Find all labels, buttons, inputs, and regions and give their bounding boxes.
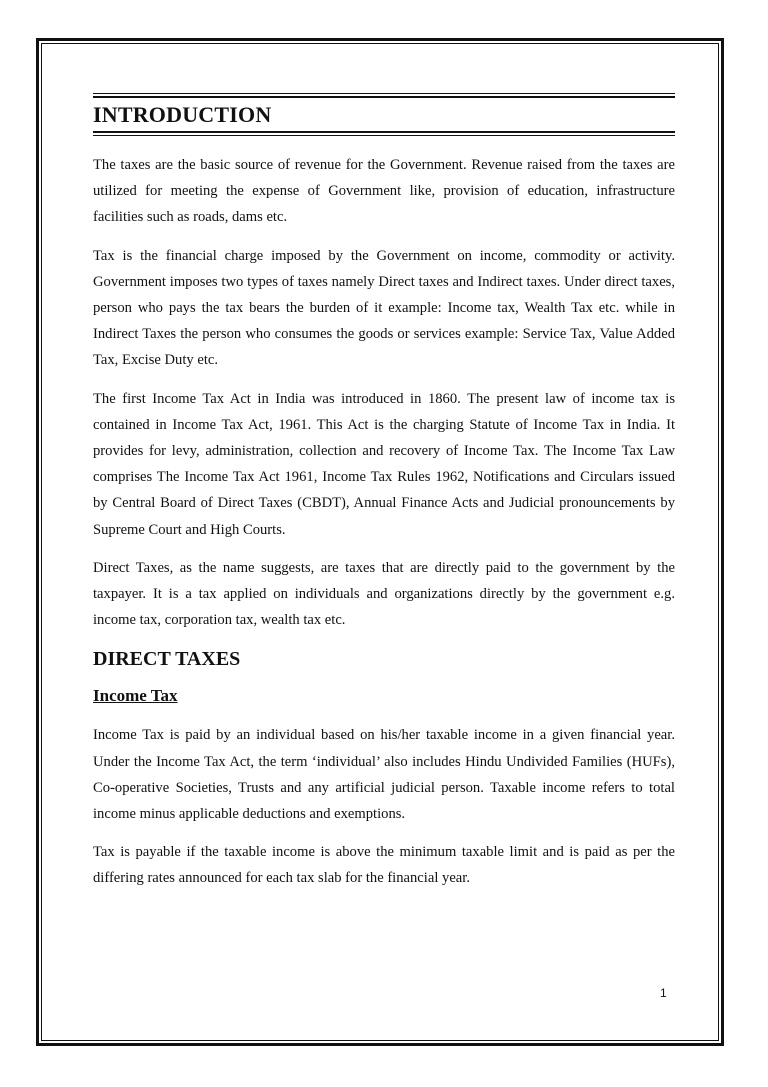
section-title-introduction: INTRODUCTION: [93, 102, 272, 127]
section-title-direct-taxes: DIRECT TAXES: [93, 648, 241, 671]
heading-rules-bottom: [93, 131, 675, 136]
rule-line: [93, 135, 675, 136]
intro-paragraph: Tax is the financial charge imposed by the Government on income, commodity or activity. Government imposes two types of taxes namely Direct taxes and Indirect taxes. Under direct taxes, person who pays the tax bears the burden of it example: Income tax, Wealth Tax etc. while in Indirect Taxes the person who consumes the goods or services example: Service Tax, Value Added Tax, Excise Duty etc.: [93, 247, 675, 369]
page-number: 1: [660, 986, 667, 1000]
income-paragraph: Income Tax is paid by an individual based on his/her taxable income in a given financial year. Under the Income Tax Act, the term ‘individual’ also includes Hindu Undivided Families (HUFs), Co-operative Societies, Trusts and any artificial judicial person. Taxable income refers to total income minus applicable deductions and exemptions.: [93, 727, 675, 823]
intro-paragraph: The taxes are the basic source of revenue for the Government. Revenue raised from the taxes are utilized for meeting the expense of Government like, provision of education, infrastructure facilities such as roads, dams etc.: [93, 157, 675, 226]
rule-line: [93, 96, 675, 98]
heading-rules-top: [93, 93, 675, 98]
intro-paragraph: The first Income Tax Act in India was introduced in 1860. The present law of income tax is contained in Income Tax Act, 1961. This Act is the charging Statute of Income Tax in India. It provides for levy, administration, collection and recovery of Income Tax. The Income Tax Law comprises The Income Tax Act 1961, Income Tax Rules 1962, Notifications and Circulars issued by Central Board of Direct Taxes (CBDT), Annual Finance Acts and Judicial pronouncements by Supreme Court and High Courts.: [93, 390, 675, 538]
income-paragraph: Tax is payable if the taxable income is above the minimum taxable limit and is paid as per the differing rates announced for each tax slab for the financial year.: [93, 844, 675, 887]
intro-paragraph: Direct Taxes, as the name suggests, are taxes that are directly paid to the government by the taxpayer. It is a tax applied on individuals and organizations directly by the government e.g. income tax, corporation tax, wealth tax etc.: [93, 559, 675, 629]
document-body: [93, 93, 675, 904]
subsection-title-income-tax: Income Tax: [93, 686, 178, 706]
